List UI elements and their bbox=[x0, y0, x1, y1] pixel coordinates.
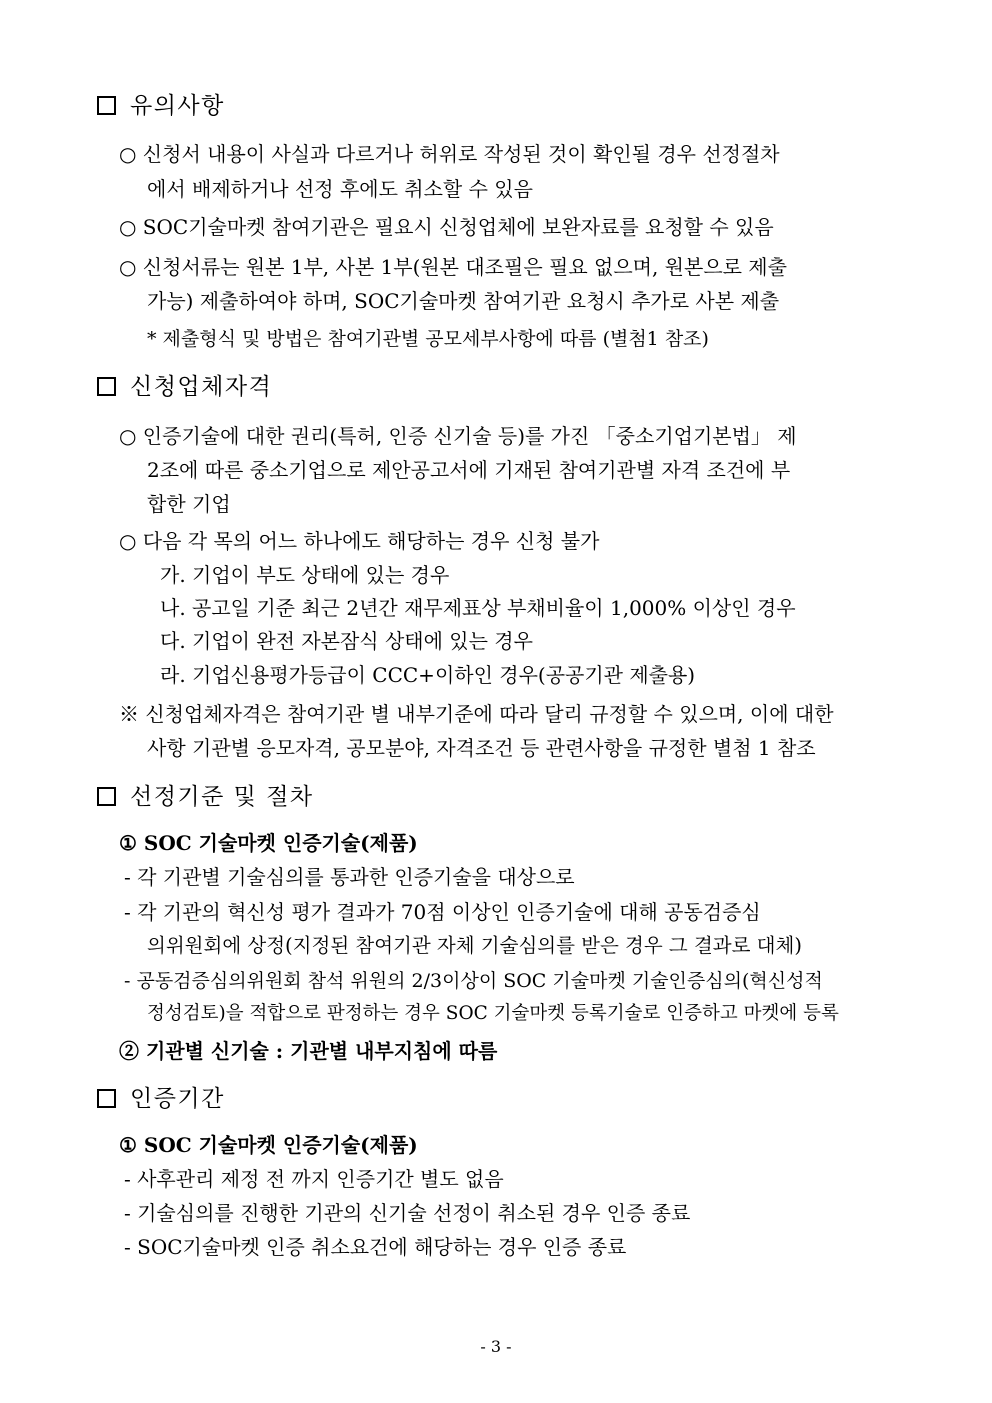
body-line: - SOC기술마켓 인증 취소요건에 해당하는 경우 인증 종료 bbox=[124, 1235, 627, 1259]
section-heading-notes: 유의사항 bbox=[97, 89, 225, 123]
body-line: 2조에 따른 중소기업으로 제안공고서에 기재된 참여기관별 자격 조건에 부 bbox=[147, 458, 791, 482]
note-line: ※ 신청업체자격은 참여기관 별 내부기준에 따라 달리 규정할 수 있으며, 이에 대한 bbox=[119, 702, 834, 726]
body-line: - 공동검증심의위원회 참석 위원의 2/3이상이 SOC 기술마켓 기술인증심의(혁신성적 bbox=[124, 970, 823, 992]
body-line: ○ 인증기술에 대한 권리(특허, 인증 신기술 등)를 가진 「중소기업기본법」 제 bbox=[119, 424, 797, 448]
body-line: 정성검토)을 적합으로 판정하는 경우 SOC 기술마켓 등록기술로 인증하고 마켓에 등록 bbox=[147, 1003, 839, 1024]
body-line: - 각 기관의 혁신성 평가 결과가 70점 이상인 인증기술에 대해 공동검증심 bbox=[124, 900, 761, 924]
list-item: 다. 기업이 완전 자본잠식 상태에 있는 경우 bbox=[160, 629, 533, 653]
body-line: - 각 기관별 기술심의를 통과한 인증기술을 대상으로 bbox=[124, 865, 575, 889]
body-line: 합한 기업 bbox=[147, 492, 231, 516]
section-heading-period: 인증기간 bbox=[97, 1082, 225, 1116]
body-line: 의위원회에 상정(지정된 참여기관 자체 기술심의를 받은 경우 그 결과로 대체) bbox=[147, 934, 802, 957]
body-line: ○ 신청서류는 원본 1부, 사본 1부(원본 대조필은 필요 없으며, 원본으로 제출 bbox=[119, 255, 787, 279]
subheading: ① SOC 기술마켓 인증기술(제품) bbox=[119, 1133, 418, 1157]
body-line: ○ SOC기술마켓 참여기관은 필요시 신청업체에 보완자료를 요청할 수 있음 bbox=[119, 215, 774, 239]
list-item: 가. 기업이 부도 상태에 있는 경우 bbox=[160, 563, 450, 587]
note-line: 사항 기관별 응모자격, 공모분야, 자격조건 등 관련사항을 규정한 별첨 1 참조 bbox=[147, 736, 816, 760]
body-line: - 기술심의를 진행한 기관의 신기술 선정이 취소된 경우 인증 종료 bbox=[124, 1201, 691, 1225]
checkbox-square-icon bbox=[97, 96, 116, 115]
body-line: ○ 다음 각 목의 어느 하나에도 해당하는 경우 신청 불가 bbox=[119, 529, 600, 553]
checkbox-square-icon bbox=[97, 787, 116, 806]
page-number: - 3 - bbox=[480, 1337, 512, 1356]
checkbox-square-icon bbox=[97, 1089, 116, 1108]
list-item: 나. 공고일 기준 최근 2년간 재무제표상 부채비율이 1,000% 이상인 경우 bbox=[160, 596, 796, 620]
checkbox-square-icon bbox=[97, 377, 116, 396]
body-line: ○ 신청서 내용이 사실과 다르거나 허위로 작성된 것이 확인될 경우 선정절차 bbox=[119, 142, 780, 166]
body-line: 에서 배제하거나 선정 후에도 취소할 수 있음 bbox=[147, 177, 533, 201]
footnote-line: * 제출형식 및 방법은 참여기관별 공모세부사항에 따름 (별첨1 참조) bbox=[147, 328, 709, 350]
subheading: ② 기관별 신기술 : 기관별 내부지침에 따름 bbox=[119, 1039, 498, 1063]
body-line: 가능) 제출하여야 하며, SOC기술마켓 참여기관 요청시 추가로 사본 제출 bbox=[147, 289, 780, 313]
section-heading-criteria: 선정기준 및 절차 bbox=[97, 780, 314, 814]
subheading: ① SOC 기술마켓 인증기술(제품) bbox=[119, 831, 418, 855]
section-heading-eligibility: 신청업체자격 bbox=[97, 370, 272, 404]
body-line: - 사후관리 제정 전 까지 인증기간 별도 없음 bbox=[124, 1167, 504, 1191]
list-item: 라. 기업신용평가등급이 CCC+이하인 경우(공공기관 제출용) bbox=[160, 663, 696, 687]
